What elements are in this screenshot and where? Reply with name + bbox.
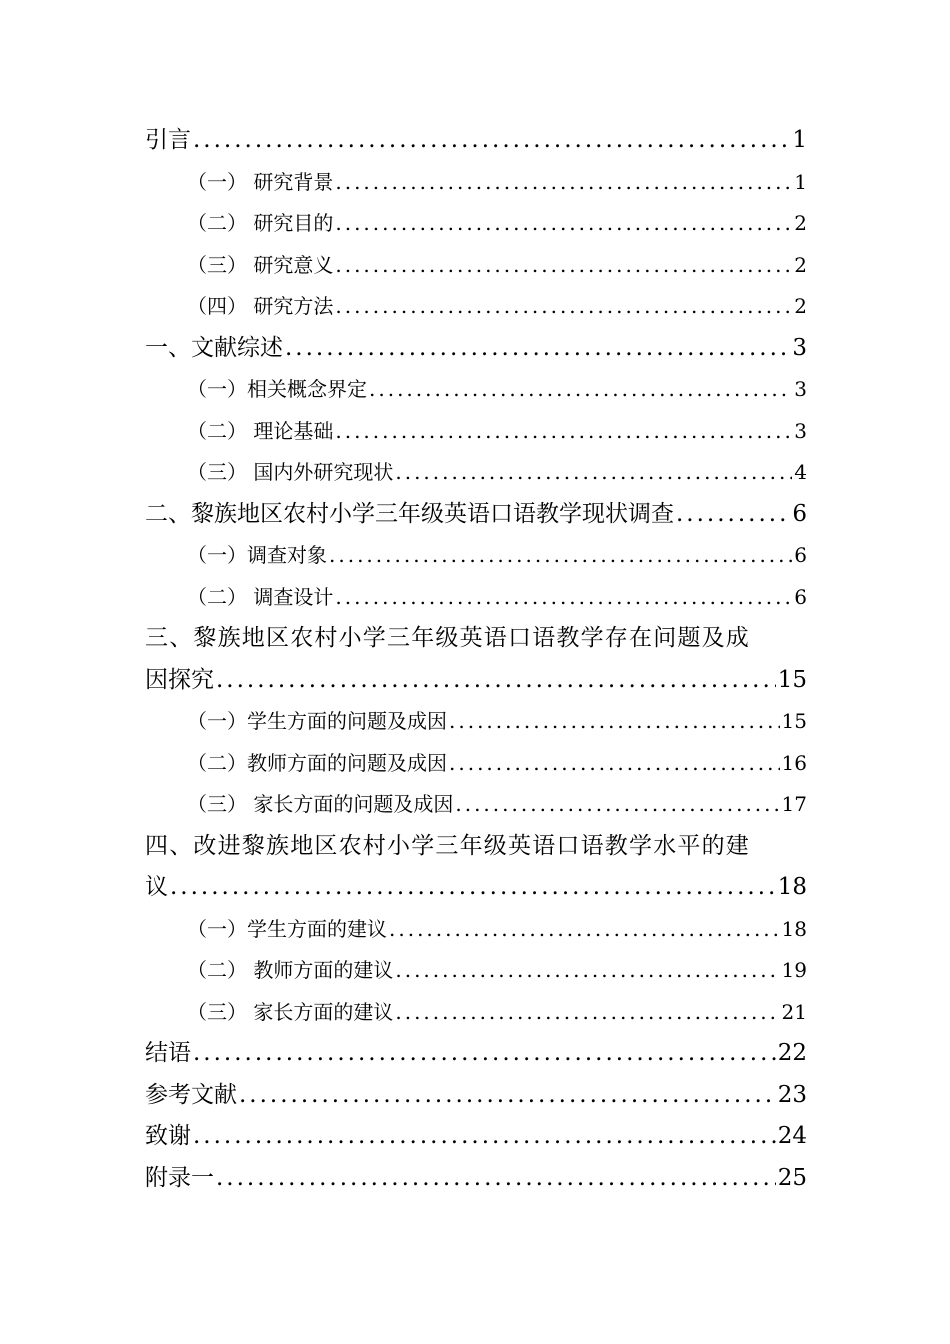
toc-entry-page-number: 25 — [777, 1164, 807, 1191]
toc-entry-label: （一）学生方面的问题及成因 — [187, 709, 447, 733]
toc-entry-page-number: 17 — [781, 792, 807, 816]
toc-entry-label: （二） 研究目的 — [187, 211, 334, 235]
toc-entry-chapter[interactable] — [145, 494, 807, 536]
toc-entry-chapter[interactable] — [145, 1075, 807, 1117]
dot-leader — [216, 1158, 776, 1200]
dot-leader — [395, 950, 779, 992]
toc-entry-section[interactable] — [145, 411, 807, 453]
toc-entry-section[interactable] — [145, 743, 807, 785]
dot-leader — [449, 743, 780, 785]
toc-entry-page-number: 2 — [794, 211, 807, 235]
toc-entry-label: （三） 家长方面的问题及成因 — [187, 792, 454, 816]
toc-entry-label: 一、文献综述 — [145, 334, 283, 361]
toc-entry-label: 二、黎族地区农村小学三年级英语口语教学现状调查 — [145, 500, 674, 527]
toc-entry-label: （三） 家长方面的建议 — [187, 999, 394, 1024]
dot-leader — [335, 286, 792, 328]
toc-entry-section[interactable] — [145, 577, 807, 619]
toc-entry-label: 结语 — [145, 1040, 191, 1066]
toc-entry-label: 致谢 — [145, 1123, 191, 1149]
toc-entry-page-number: 3 — [794, 377, 807, 401]
toc-entry-label: （二） 理论基础 — [187, 418, 334, 443]
toc-entry-label: （三） 研究意义 — [187, 252, 334, 277]
table-of-contents — [145, 120, 807, 1199]
toc-entry-label: （一）学生方面的建议 — [187, 916, 387, 941]
toc-entry-label: （二） 教师方面的建议 — [187, 958, 394, 982]
toc-entry-chapter[interactable] — [145, 1033, 807, 1075]
toc-entry-section[interactable] — [145, 245, 807, 287]
toc-entry-page-number: 1 — [794, 169, 807, 194]
toc-entry-label: （二）教师方面的问题及成因 — [187, 750, 447, 775]
dot-leader — [170, 867, 776, 909]
toc-entry-label: （二） 调查设计 — [187, 584, 334, 609]
dot-leader — [369, 369, 792, 411]
dot-leader — [239, 1075, 776, 1117]
dot-leader — [329, 535, 792, 577]
toc-entry-chapter[interactable] — [145, 120, 807, 162]
toc-entry-section[interactable] — [145, 535, 807, 577]
toc-entry-label: （一）调查对象 — [187, 543, 327, 567]
toc-entry-chapter[interactable] — [145, 328, 807, 370]
toc-entry-label: 因探究 — [145, 666, 214, 693]
toc-entry-page-number: 2 — [794, 294, 807, 318]
toc-entry-section[interactable] — [145, 203, 807, 245]
dot-leader — [335, 203, 792, 245]
toc-entry-section[interactable] — [145, 950, 807, 992]
toc-entry-page-number: 22 — [777, 1040, 807, 1066]
toc-entry-section[interactable] — [145, 909, 807, 951]
toc-entry-page-number: 16 — [781, 750, 807, 775]
toc-entry-section[interactable] — [145, 784, 807, 826]
toc-entry-page-number: 6 — [794, 543, 807, 567]
dot-leader — [335, 162, 792, 204]
toc-entry-section[interactable] — [145, 701, 807, 743]
toc-entry-page-number: 1 — [792, 127, 807, 153]
toc-entry-section[interactable] — [145, 162, 807, 204]
toc-entry-label: 议 — [145, 874, 168, 900]
toc-entry-page-number: 4 — [794, 460, 807, 484]
toc-entry-label: 附录一 — [145, 1164, 214, 1191]
toc-entry-page-number: 2 — [794, 252, 807, 277]
toc-entry-section[interactable] — [145, 369, 807, 411]
toc-entry-section[interactable] — [145, 452, 807, 494]
toc-entry-label: 引言 — [145, 127, 191, 153]
dot-leader — [449, 701, 780, 743]
toc-entry-page-number: 21 — [781, 999, 807, 1024]
toc-entry-page-number: 15 — [777, 666, 807, 693]
toc-entry-label: （一） 研究背景 — [187, 169, 334, 194]
dot-leader — [193, 1116, 776, 1158]
dot-leader — [389, 909, 780, 951]
toc-entry-page-number: 24 — [777, 1123, 807, 1149]
toc-entry-page-number: 18 — [781, 916, 807, 941]
dot-leader — [455, 784, 779, 826]
toc-entry-label: （三） 国内外研究现状 — [187, 460, 394, 484]
toc-entry-heading-line: 四、改进黎族地区农村小学三年级英语口语教学水平的建 — [145, 832, 750, 859]
toc-entry-page-number: 3 — [794, 418, 807, 443]
toc-entry-page-number: 23 — [777, 1081, 807, 1108]
toc-entry-heading-line: 三、黎族地区农村小学三年级英语口语教学存在问题及成 — [145, 625, 750, 651]
dot-leader — [676, 494, 790, 536]
dot-leader — [216, 660, 776, 702]
dot-leader — [335, 245, 792, 287]
toc-entry-page-number: 18 — [777, 874, 807, 900]
toc-entry-page-number: 6 — [794, 584, 807, 609]
toc-entry-section[interactable] — [145, 286, 807, 328]
toc-entry-page-number: 3 — [792, 334, 807, 361]
dot-leader — [335, 577, 792, 619]
toc-entry-chapter[interactable] — [145, 867, 807, 909]
dot-leader — [285, 328, 790, 370]
dot-leader — [193, 120, 790, 162]
toc-entry-label: 参考文献 — [145, 1081, 237, 1108]
dot-leader — [193, 1033, 776, 1075]
dot-leader — [395, 992, 779, 1034]
toc-entry-label: （四） 研究方法 — [187, 294, 334, 318]
toc-entry-label: （一）相关概念界定 — [187, 377, 367, 401]
dot-leader — [395, 452, 792, 494]
toc-entry-chapter[interactable] — [145, 1158, 807, 1200]
toc-entry-chapter[interactable] — [145, 1116, 807, 1158]
toc-entry-page-number: 19 — [781, 958, 807, 982]
toc-entry-page-number: 15 — [781, 709, 807, 733]
toc-entry-chapter[interactable] — [145, 660, 807, 702]
dot-leader — [335, 411, 792, 453]
toc-entry-section[interactable] — [145, 992, 807, 1034]
toc-entry-page-number: 6 — [792, 500, 807, 527]
